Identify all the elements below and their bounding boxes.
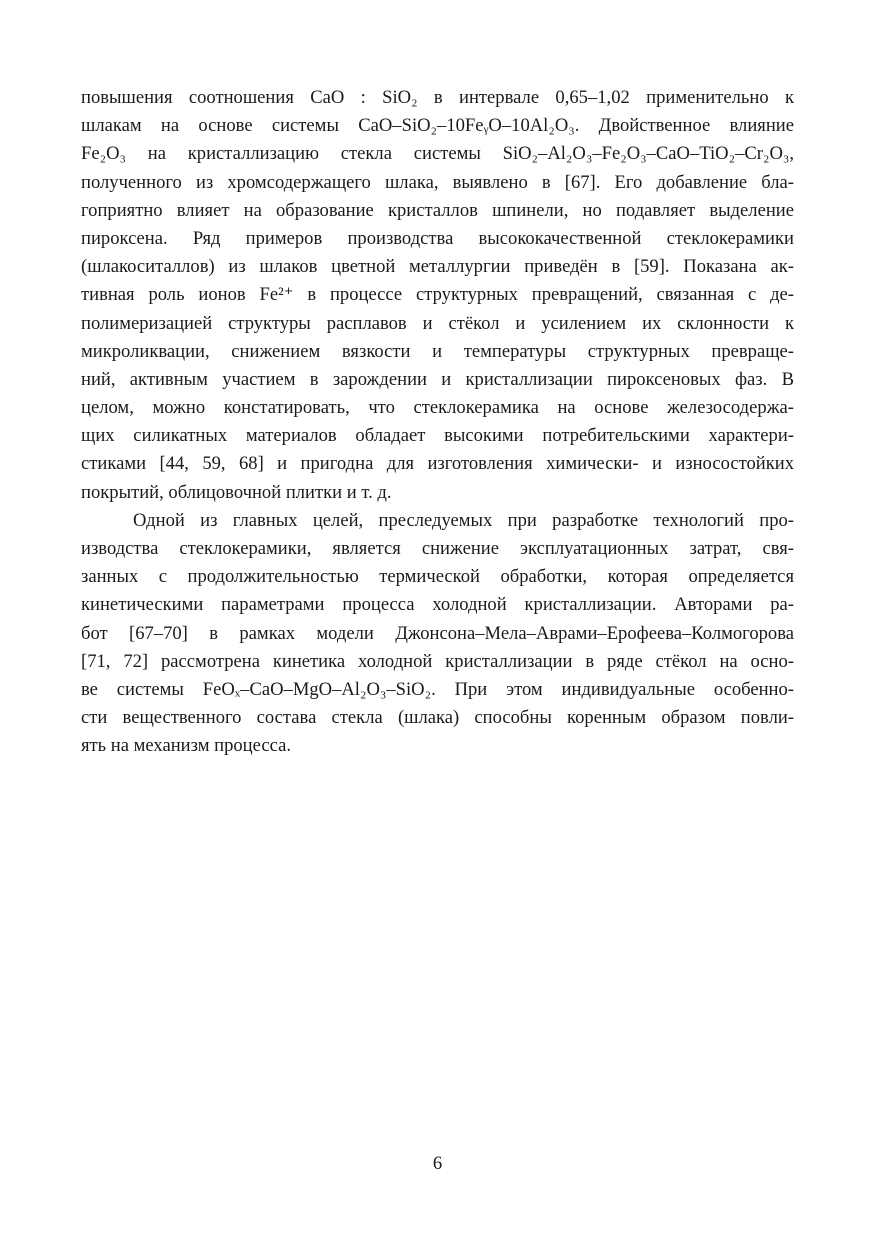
text-line: бот [67–70] в рамках модели Джонсона–Мела–Аврами–Ерофеева–Колмогорова — [81, 622, 794, 644]
text-line: полимеризацией структуры расплавов и стёкол и усилением их склонности к — [81, 312, 794, 334]
text-line: микроликвации, снижением вязкости и температуры структурных превраще- — [81, 340, 794, 362]
paragraph-2 — [81, 507, 794, 761]
text-line: сти вещественного состава стекла (шлака) способны коренным образом повли- — [81, 707, 794, 729]
text-line: Одной из главных целей, преследуемых при разработке технологий про- — [133, 509, 794, 531]
text-line: покрытий, облицовочной плитки и т. д. — [81, 481, 392, 503]
text-line: повышения соотношения CaO : SiO₂ в интервале 0,65–1,02 применительно к — [81, 87, 794, 108]
body-text — [81, 84, 794, 761]
text-line: ний, активным участием в зарождении и кристаллизации пироксеновых фаз. В — [81, 368, 794, 390]
text-line: [71, 72] рассмотрена кинетика холодной кристаллизации в ряде стёкол на осно- — [81, 650, 794, 672]
text-line: пироксена. Ряд примеров производства высококачественной стеклокерамики — [81, 227, 794, 249]
text-line: (шлакоситаллов) из шлаков цветной металлургии приведён в [59]. Показана ак- — [81, 256, 794, 278]
text-line: тивная роль ионов Fe²⁺ в процессе структурных превращений, связанная с де- — [81, 284, 794, 306]
text-line: целом, можно констатировать, что стеклокерамика на основе железосодержа- — [81, 397, 794, 419]
text-line: полученного из хромсодержащего шлака, выявлено в [67]. Его добавление бла- — [81, 171, 794, 193]
text-line: занных с продолжительностью термической обработки, которая определяется — [81, 566, 794, 588]
text-line: гоприятно влияет на образование кристаллов шпинели, но подавляет выделение — [81, 199, 794, 221]
page-number: 6 — [432, 1153, 443, 1174]
text-line: Fe₂O₃ на кристаллизацию стекла системы SiO₂–Al₂O₃–Fe₂O₃–CaO–TiO₂–Cr₂O₃, — [81, 143, 794, 165]
text-line: шлакам на основе системы CaO–SiO₂–10FeᵧO–10Al₂O₃. Двойственное влияние — [81, 115, 794, 137]
text-line: кинетическими параметрами процесса холодной кристаллизации. Авторами ра- — [81, 594, 794, 616]
text-line: ве системы FeOₓ–CaO–MgO–Al₂O₃–SiO₂. При этом индивидуальные особенно- — [81, 678, 794, 700]
paragraph-1 — [81, 84, 794, 507]
text-line: щих силикатных материалов обладает высокими потребительскими характери- — [81, 425, 794, 447]
text-line: изводства стеклокерамики, является снижение эксплуатационных затрат, свя- — [81, 538, 794, 559]
text-line: ять на механизм процесса. — [81, 735, 291, 757]
text-line: стиками [44, 59, 68] и пригодна для изготовления химически- и износостойких — [81, 453, 794, 475]
